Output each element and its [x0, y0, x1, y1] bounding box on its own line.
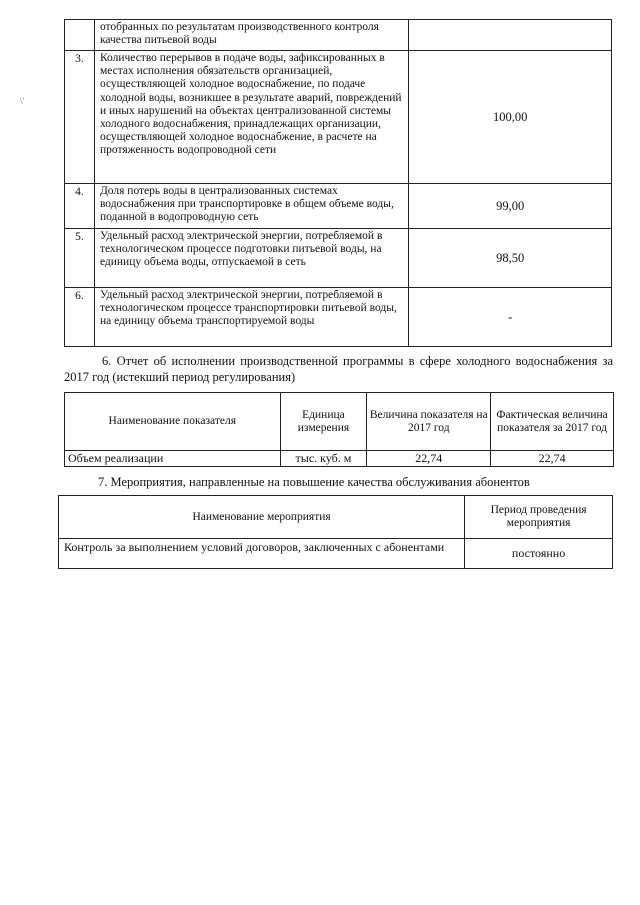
row-number: 6. — [65, 288, 95, 347]
cell-period: постоянно — [465, 539, 613, 569]
header-measure-name: Наименование мероприятия — [59, 496, 465, 539]
indicator-text: Удельный расход электрической энергии, потребляемой в технологическом процессе транспортировки питьевой воды, на единицу объема транспортируемой воды — [94, 288, 408, 347]
indicator-value: - — [409, 288, 612, 347]
table-header-row — [59, 496, 613, 539]
table-row — [65, 20, 612, 51]
header-period: Период проведения мероприятия — [465, 496, 613, 539]
indicator-text: Количество перерывов в подаче воды, зафиксированных в местах исполнения обязательств организацией, осуществляющей холодное водоснабжение, по подаче холодной воды, возникшее в результате аварий, повреждений и иных нарушений на объектах централизованной системы холодного водоснабжения, принадлежащих организации, осуществляющей холодное водоснабжение, в расчете на протяженность водопроводной сети — [94, 51, 408, 184]
table-header-row — [65, 393, 614, 451]
cell-actual: 22,74 — [491, 451, 614, 467]
measures-table — [58, 495, 613, 569]
header-unit: Единица измерения — [280, 393, 367, 451]
margin-mark: \' — [20, 96, 25, 106]
indicator-text: Доля потерь воды в централизованных системах водоснабжения при транспортировке в общем объеме воды, поданной в водопроводную сеть — [94, 184, 408, 229]
table-row — [65, 288, 612, 347]
section-7-heading: 7. Мероприятия, направленные на повышение качества обслуживания абонентов — [98, 475, 530, 489]
indicators-table — [64, 19, 612, 347]
row-number: 4. — [65, 184, 95, 229]
header-name: Наименование показателя — [65, 393, 281, 451]
table-row — [65, 51, 612, 184]
indicator-value: 100,00 — [409, 51, 612, 184]
indicator-value: 98,50 — [409, 229, 612, 288]
row-number: 5. — [65, 229, 95, 288]
indicator-text: Удельный расход электрической энергии, потребляемой в технологическом процессе подготовки питьевой воды, на единицу объема воды, отпускаемой в сеть — [94, 229, 408, 288]
table-row — [59, 539, 613, 569]
cell-value: 22,74 — [367, 451, 491, 467]
cell-unit: тыс. куб. м — [280, 451, 367, 467]
indicator-value — [409, 20, 612, 51]
table-row — [65, 229, 612, 288]
table-row — [65, 451, 614, 467]
header-actual: Фактическая величина показателя за 2017 год — [491, 393, 614, 451]
cell-name: Объем реализации — [65, 451, 281, 467]
row-number: 3. — [65, 51, 95, 184]
section-6-heading: 6. Отчет об исполнении производственной программы в сфере холодного водоснабжения за 2017 год (истекший период регулирования) — [64, 354, 613, 384]
header-value: Величина показателя на 2017 год — [367, 393, 491, 451]
report-table — [64, 392, 614, 467]
indicator-text: отобранных по результатам производственного контроля качества питьевой воды — [94, 20, 408, 51]
row-number — [65, 20, 95, 51]
table-row — [65, 184, 612, 229]
indicator-value: 99,00 — [409, 184, 612, 229]
cell-measure-name: Контроль за выполнением условий договоров, заключенных с абонентами — [59, 539, 465, 569]
